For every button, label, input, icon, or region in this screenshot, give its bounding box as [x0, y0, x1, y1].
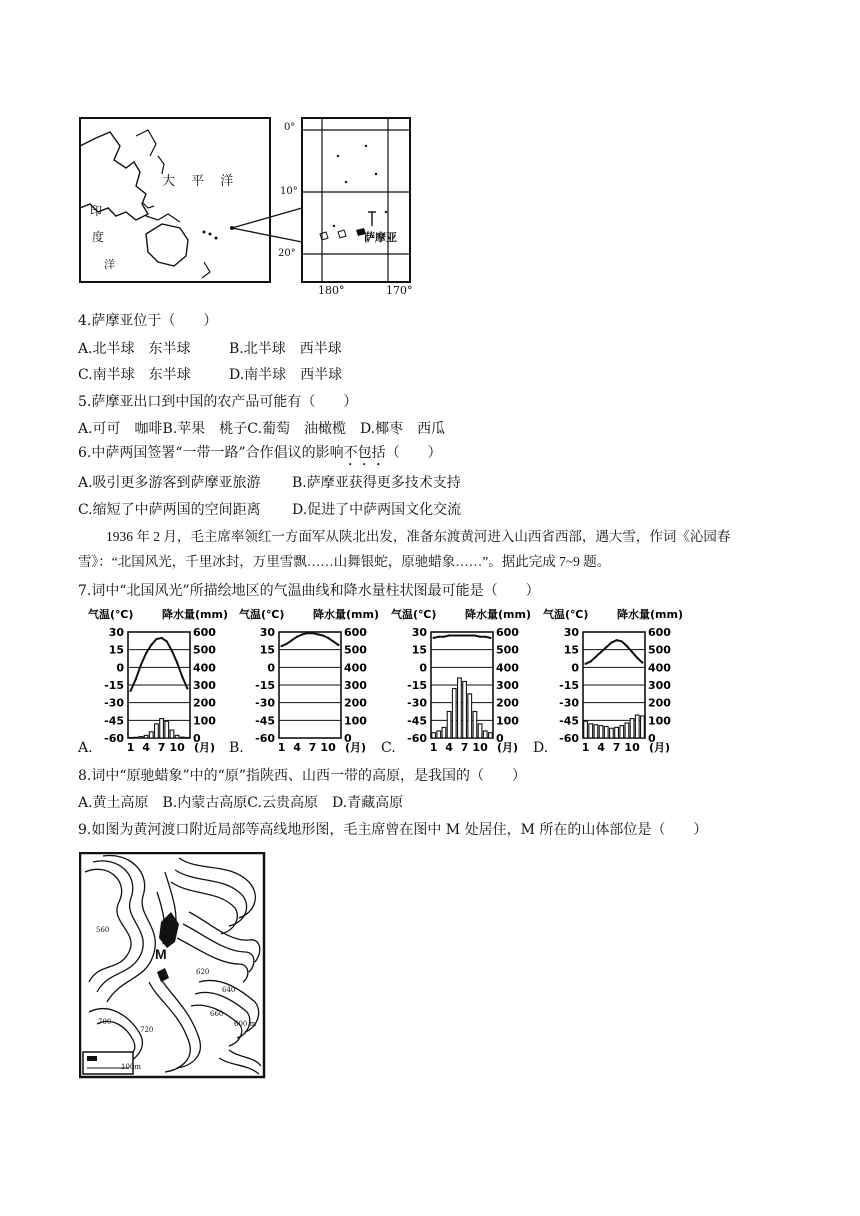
temp-point — [636, 657, 638, 659]
precip-tick-label: 0 — [648, 732, 656, 745]
axis-title-precip: 降水量(mm) — [162, 608, 228, 621]
precip-bar — [175, 735, 179, 738]
q8-stem: 8.词中“原驰蜡象”中的“原”指陕西、山西一带的高原，是我国的（ ） — [78, 768, 526, 784]
precip-tick-label: 600 — [344, 626, 367, 639]
temp-tick-label: -45 — [559, 714, 579, 728]
temp-tick-label: -30 — [559, 696, 579, 710]
temp-tick-label: 15 — [108, 643, 124, 657]
contour-label-660: 660 — [210, 1010, 224, 1018]
precip-tick-label: 500 — [344, 643, 367, 657]
q4-stem: 4.萨摩亚位于（ ） — [78, 313, 218, 329]
temp-point — [155, 638, 157, 640]
temp-point — [296, 636, 298, 638]
precip-bar — [186, 737, 190, 738]
contour-label-720: 720 — [140, 1026, 154, 1034]
precip-tick-label: 100 — [344, 714, 367, 728]
q6-stem-emphasis: 不包括 — [343, 445, 386, 461]
precip-bar — [170, 730, 174, 738]
inset-lon-180: 180° — [318, 284, 345, 297]
inset-lat-0: 0° — [284, 122, 296, 133]
temp-curve — [131, 638, 188, 691]
precip-tick-label: 0 — [344, 732, 352, 745]
x-tick-label: 7 — [157, 741, 166, 754]
x-tick-label: 1 — [126, 741, 135, 754]
climate-chart-c — [389, 606, 539, 758]
temp-point — [327, 637, 329, 639]
precip-bar — [155, 724, 159, 738]
contour-label-640: 640 — [222, 986, 236, 994]
q6-option-a[interactable]: A.吸引更多游客到萨摩亚旅游 — [78, 475, 261, 491]
passage — [78, 524, 784, 574]
precip-tick-label: 0 — [193, 732, 201, 745]
precip-bar — [594, 725, 598, 738]
precip-bar — [452, 689, 456, 738]
precip-tick-label: 100 — [193, 714, 216, 728]
axis-title-temp: 气温(℃) — [391, 608, 437, 621]
precip-bar — [620, 726, 624, 738]
precip-tick-label: 200 — [193, 696, 216, 710]
precip-tick-label: 200 — [496, 696, 519, 710]
temp-point — [584, 663, 586, 665]
map-label-indian-2: 度 — [92, 230, 105, 244]
precip-bar — [589, 724, 593, 738]
x-tick-label: 1 — [429, 741, 438, 754]
temp-point — [615, 639, 617, 641]
temp-point — [432, 637, 434, 639]
temp-tick-label: -60 — [407, 732, 427, 745]
temp-point — [291, 639, 293, 641]
precip-tick-label: 500 — [648, 643, 671, 657]
temp-point — [311, 632, 313, 634]
temp-tick-label: 15 — [563, 643, 579, 657]
axis-title-precip: 降水量(mm) — [465, 608, 531, 621]
temp-tick-label: -30 — [255, 696, 275, 710]
precip-bar — [463, 681, 467, 738]
q7-option-a[interactable]: A. — [78, 740, 93, 756]
x-tick-label: 4 — [597, 741, 605, 754]
axis-title-temp: 气温(℃) — [543, 608, 589, 621]
temp-point — [145, 652, 147, 654]
temp-point — [317, 633, 319, 635]
precip-tick-label: 100 — [496, 714, 519, 728]
precip-bar — [615, 727, 619, 738]
precip-tick-label: 200 — [344, 696, 367, 710]
precip-bar — [144, 735, 148, 738]
x-tick-label: 4 — [293, 741, 301, 754]
temp-tick-label: 0 — [571, 661, 579, 675]
temp-point — [600, 651, 602, 653]
temp-point — [489, 637, 491, 639]
precip-bar — [129, 737, 133, 738]
precip-bar — [641, 716, 645, 738]
temp-tick-label: -30 — [407, 696, 427, 710]
x-unit-label: (月) — [194, 741, 216, 754]
precip-bar — [630, 719, 634, 738]
map-label-indian-1: 印 — [90, 204, 103, 218]
x-tick-label: 7 — [308, 741, 317, 754]
temp-point — [595, 656, 597, 658]
x-tick-label: 7 — [612, 741, 621, 754]
q6-stem-before: 6.中萨两国签署“一带一路”合作倡议的影响 — [78, 445, 344, 461]
axis-title-precip: 降水量(mm) — [313, 608, 379, 621]
climate-chart-d — [541, 606, 691, 758]
temp-tick-label: -60 — [255, 732, 275, 745]
temp-point — [322, 634, 324, 636]
precip-bar — [610, 728, 614, 738]
q8-options[interactable]: A.黄土高原 B.内蒙古高原C.云贵高原 D.青藏高原 — [78, 795, 404, 811]
temp-tick-label: 0 — [116, 661, 124, 675]
q6-option-b[interactable]: B.萨摩亚获得更多技术支持 — [292, 475, 461, 491]
q7-stem: 7.词中“北国风光”所描绘地区的气温曲线和降水量柱状图最可能是（ ） — [78, 583, 540, 599]
temp-point — [469, 634, 471, 636]
temp-tick-label: 15 — [259, 643, 275, 657]
precip-tick-label: 600 — [193, 626, 216, 639]
temp-point — [135, 678, 137, 680]
precip-tick-label: 300 — [496, 679, 519, 692]
temp-point — [286, 643, 288, 645]
temp-point — [332, 640, 334, 642]
precip-tick-label: 400 — [496, 661, 519, 675]
x-tick-label: 10 — [320, 741, 336, 754]
precip-tick-label: 100 — [648, 714, 671, 728]
inset-lat-10: 10° — [280, 186, 298, 197]
temp-tick-label: 15 — [411, 643, 427, 657]
q5-stem: 5.萨摩亚出口到中国的农产品可能有（ ） — [78, 394, 358, 410]
precip-tick-label: 300 — [344, 679, 367, 692]
temp-point — [176, 662, 178, 664]
x-tick-label: 10 — [624, 741, 640, 754]
temp-tick-label: -45 — [407, 714, 427, 728]
map-label-ocean: 大 平 洋 — [162, 174, 240, 189]
precip-bar — [437, 731, 441, 738]
q9-stem: 9.如图为黄河渡口附近局部等高线地形图，毛主席曾在图中 M 处居住，M 所在的山体部位是（ ） — [78, 822, 708, 838]
x-tick-label: 1 — [277, 741, 286, 754]
contour-label-600: 600 m — [234, 1020, 257, 1028]
x-tick-label: 4 — [142, 741, 150, 754]
precip-bar — [442, 727, 446, 738]
precip-bar — [160, 719, 164, 738]
precip-tick-label: 600 — [648, 626, 671, 639]
precip-bar — [432, 733, 436, 738]
temp-point — [443, 636, 445, 638]
temp-tick-label: -15 — [407, 679, 427, 692]
precip-tick-label: 400 — [193, 661, 216, 675]
temp-tick-label: 30 — [259, 626, 275, 639]
precip-tick-label: 600 — [496, 626, 519, 639]
precip-bar — [604, 727, 608, 738]
q6-option-c[interactable]: C.缩短了中萨两国的空间距离 — [78, 502, 261, 518]
q6-option-d[interactable]: D.促进了中萨两国文化交流 — [292, 502, 462, 518]
x-tick-label: 1 — [581, 741, 590, 754]
temp-point — [181, 676, 183, 678]
temp-curve — [282, 633, 339, 646]
pacific-samoa-map — [76, 116, 420, 298]
temp-point — [337, 644, 339, 646]
q7-option-b[interactable]: B. — [229, 740, 244, 756]
temp-tick-label: 30 — [563, 626, 579, 639]
climate-chart-b — [237, 606, 387, 758]
precip-bar — [149, 732, 153, 738]
x-unit-label: (月) — [649, 741, 671, 754]
precip-bar — [180, 737, 184, 738]
precip-bar — [584, 721, 588, 738]
temp-tick-label: -60 — [559, 732, 579, 745]
climate-chart-a — [86, 606, 236, 758]
temp-point — [306, 632, 308, 634]
q4-option-d[interactable]: D.南半球 西半球 — [229, 367, 343, 383]
temp-point — [140, 664, 142, 666]
temp-point — [621, 640, 623, 642]
contour-label-700: 700 — [98, 1018, 112, 1026]
precip-bar — [134, 737, 138, 738]
precip-tick-label: 300 — [648, 679, 671, 692]
temp-tick-label: 30 — [108, 626, 124, 639]
precip-bar — [483, 731, 487, 738]
q5-options[interactable]: A.可可 咖啡B.苹果 桃子C.葡萄 油橄榄 D.椰枣 西瓜 — [78, 421, 446, 437]
inset-lon-170: 170° — [386, 284, 413, 297]
temp-point — [166, 640, 168, 642]
temp-point — [160, 637, 162, 639]
temp-tick-label: -45 — [104, 714, 124, 728]
temp-point — [484, 636, 486, 638]
axis-title-precip: 降水量(mm) — [617, 608, 683, 621]
precip-bar — [489, 733, 493, 738]
x-tick-label: 4 — [445, 741, 453, 754]
temp-curve — [586, 640, 643, 664]
temp-point — [590, 660, 592, 662]
q4-option-a[interactable]: A.北半球 东半球 — [78, 341, 191, 357]
x-tick-label: 10 — [472, 741, 488, 754]
precip-bar — [458, 678, 462, 738]
temp-point — [453, 634, 455, 636]
temp-tick-label: -60 — [104, 732, 124, 745]
precip-tick-label: 200 — [648, 696, 671, 710]
temp-point — [129, 690, 131, 692]
precip-bar — [599, 726, 603, 738]
q7-option-c[interactable]: C. — [381, 740, 396, 756]
temp-point — [474, 634, 476, 636]
contour-point-m: M — [155, 946, 167, 962]
q6-stem — [78, 444, 442, 469]
temp-point — [463, 634, 465, 636]
precip-bar — [625, 723, 629, 738]
precip-tick-label: 0 — [496, 732, 504, 745]
precip-tick-label: 400 — [648, 661, 671, 675]
temp-tick-label: 0 — [419, 661, 427, 675]
precip-tick-label: 300 — [193, 679, 216, 692]
passage-text: 1936 年 2 月，毛主席率领红一方面军从陕北出发，准备东渡黄河进入山西省西部，遇大雪，作词《沁园春 雪》：“北国风光，千里冰封，万里雪飘……山舞银蛇，原驰蜡象……”。据此完成 7~9 题。 — [78, 529, 731, 569]
temp-tick-label: 30 — [411, 626, 427, 639]
contour-map — [79, 852, 267, 1080]
precip-bar — [635, 715, 639, 738]
precip-tick-label: 500 — [193, 643, 216, 657]
temp-point — [448, 634, 450, 636]
precip-bar — [473, 712, 477, 739]
temp-point — [186, 687, 188, 689]
x-tick-label: 10 — [169, 741, 185, 754]
map-label-indian-3: 洋 — [104, 258, 115, 271]
precip-bar — [165, 721, 169, 738]
precip-tick-label: 400 — [344, 661, 367, 675]
x-unit-label: (月) — [345, 741, 367, 754]
axis-title-temp: 气温(℃) — [88, 608, 134, 621]
x-tick-label: 7 — [460, 741, 469, 754]
temp-tick-label: -45 — [255, 714, 275, 728]
temp-point — [626, 645, 628, 647]
temp-point — [150, 644, 152, 646]
temp-point — [438, 636, 440, 638]
precip-bar — [447, 712, 451, 739]
temp-point — [479, 636, 481, 638]
axis-title-temp: 气温(℃) — [239, 608, 285, 621]
temp-point — [641, 662, 643, 664]
contour-scale-label: 100m — [121, 1063, 141, 1071]
precip-tick-label: 500 — [496, 643, 519, 657]
temp-curve — [434, 636, 491, 638]
precip-bar — [139, 737, 143, 738]
temp-tick-label: -15 — [255, 679, 275, 692]
temp-point — [280, 645, 282, 647]
contour-label-560: 560 — [96, 926, 110, 934]
temp-point — [631, 651, 633, 653]
inset-country-label: 萨摩亚 — [364, 231, 397, 244]
temp-point — [610, 642, 612, 644]
q7-option-d[interactable]: D. — [533, 740, 549, 756]
precip-bar — [478, 724, 482, 738]
temp-point — [301, 633, 303, 635]
temp-point — [458, 634, 460, 636]
temp-tick-label: -15 — [559, 679, 579, 692]
q4-option-b[interactable]: B.北半球 西半球 — [229, 341, 342, 357]
temp-point — [171, 650, 173, 652]
q4-option-c[interactable]: C.南半球 东半球 — [78, 367, 191, 383]
inset-lat-20: 20° — [278, 248, 296, 259]
x-unit-label: (月) — [497, 741, 519, 754]
temp-tick-label: 0 — [267, 661, 275, 675]
q6-stem-after: （ ） — [385, 445, 442, 461]
temp-tick-label: -15 — [104, 679, 124, 692]
precip-bar — [468, 694, 472, 738]
temp-point — [605, 646, 607, 648]
contour-label-620: 620 — [196, 968, 210, 976]
temp-tick-label: -30 — [104, 696, 124, 710]
